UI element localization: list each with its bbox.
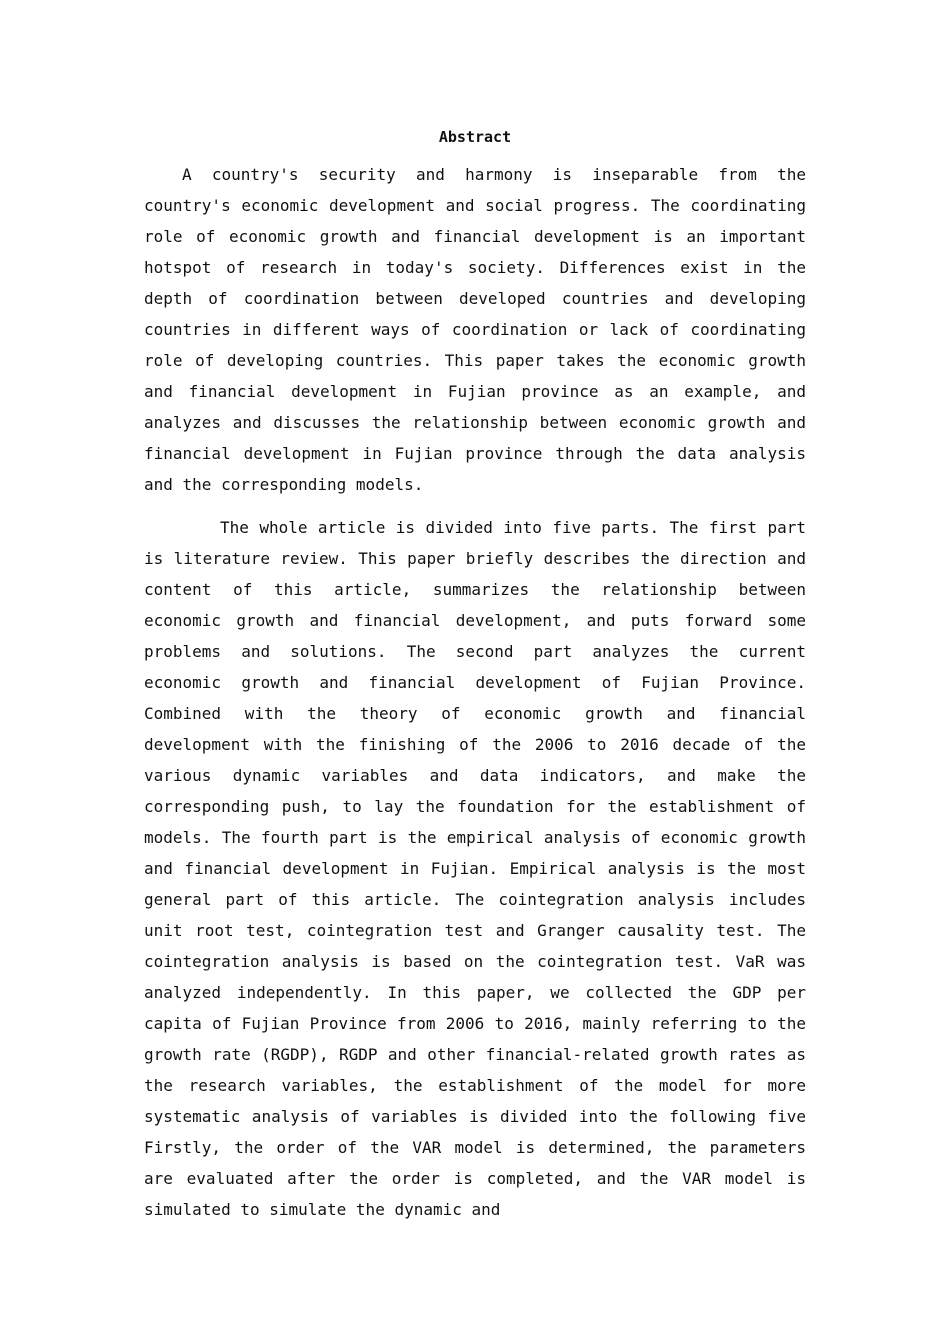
abstract-paragraph-1: A country's security and harmony is inseparable from the country's economic development and social progress. The coordinating role of economic growth and financial development is an important hotspot of research in today's society. Differences exist in the depth of coordination between developed countries and developing countries in different ways of coordination or lack of coordinating role of developing countries. This paper takes the economic growth and financial development in Fujian province as an example, and analyzes and discusses the relationship between economic growth and financial development in Fujian province through the data analysis and the corresponding models. [144,165,806,494]
abstract-heading: Abstract [438,128,512,146]
abstract-paragraph-2: The whole article is divided into five parts. The first part is literature review. This paper briefly describes the direction and content of this article, summarizes the relationship between economic growth and financial development, and puts forward some problems and solutions. The second part analyzes the current economic growth and financial development of Fujian Province. Combined with the theory of economic growth and financial development with the finishing of the 2006 to 2016 decade of the various dynamic variables and data indicators, and make the corresponding push, to lay the foundation for the establishment of models. The fourth part is the empirical analysis of economic growth and financial development in Fujian. Empirical analysis is the most general part of this article. The cointegration analysis includes unit root test, cointegration test and Granger causality test. The cointegration analysis is based on the cointegration test. VaR was analyzed independently. In this paper, we collected the GDP per capita of Fujian Province from 2006 to 2016, mainly referring to the growth rate (RGDP), RGDP and other financial-related growth rates as the research variables, the establishment of the model for more systematic analysis of variables is divided into the following five Firstly, the order of the VAR model is determined, the parameters are evaluated after the order is completed, and the VAR model is simulated to simulate the dynamic and [144,518,806,1219]
